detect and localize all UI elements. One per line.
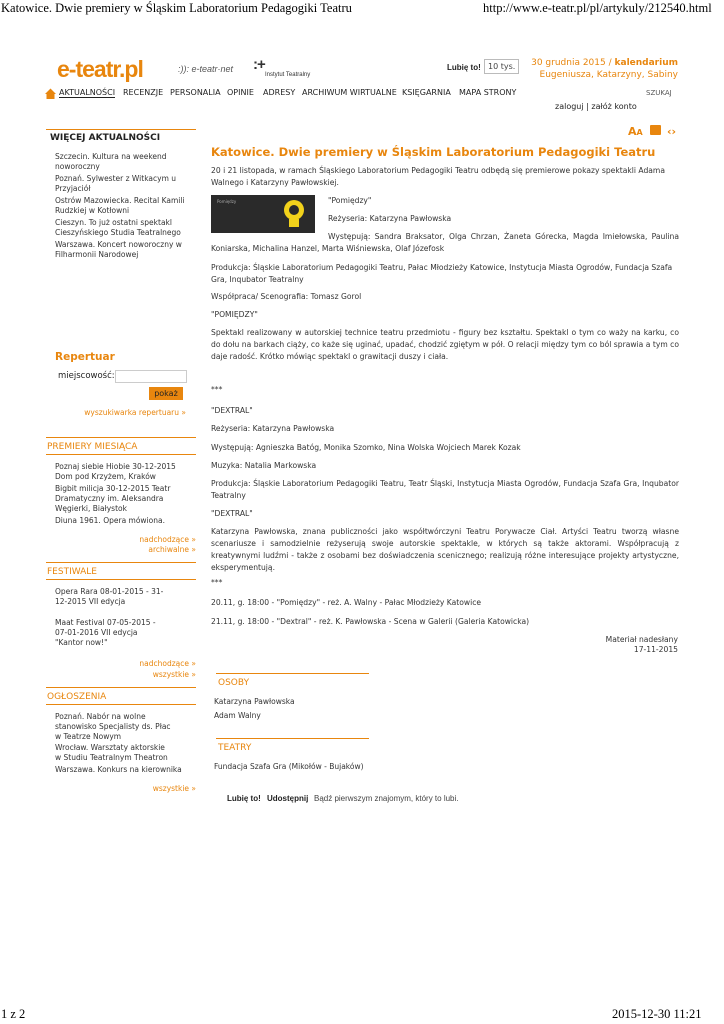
sidebar-top-rule <box>46 129 196 130</box>
facebook-like-button[interactable]: Lubię to! <box>227 794 261 803</box>
section-rule <box>216 673 369 674</box>
section-rule <box>46 687 196 688</box>
upcoming-link[interactable]: nadchodzące » <box>139 535 196 544</box>
all-link[interactable]: wszystkie » <box>152 784 196 793</box>
home-icon[interactable] <box>45 88 56 99</box>
like-count-badge: 10 tys. <box>484 59 519 74</box>
news-item[interactable]: Ostrów Mazowiecka. Recital Kamili Rudzkiej w Kotłowni <box>55 196 185 215</box>
section-rule <box>46 562 196 563</box>
photo-caption: Pomiędzy <box>217 199 237 204</box>
repertoire-search-link[interactable]: wyszukiwarka repertuaru » <box>84 408 186 417</box>
city-label: miejscowość: <box>58 371 115 381</box>
nav-mapa-strony[interactable]: MAPA STRONY <box>459 88 517 97</box>
announcement-item[interactable]: Warszawa. Konkurs na kierownika <box>55 765 182 774</box>
name-days: Eugeniusza, Katarzyny, Sabiny <box>539 70 678 80</box>
separator-stars: *** <box>211 385 223 394</box>
article-intro: 20 i 21 listopada, w ramach Śląskiego Laboratorium Pedagogiki Teatru odbędą się premierowe pokazy spektakli Adama Walnego i Katarzyny Pawłowskiej. <box>211 166 665 187</box>
news-item[interactable]: Cieszyn. To już ostatni spektakl Cieszyńskiego Studia Teatralnego <box>55 218 181 237</box>
section-rule <box>216 738 369 739</box>
play-cast: Występują: Sandra Braksator, Olga Chrzan, Żaneta Górecka, Magda Imiełowska, Paulina Koniarska, Michalina Hanzel, Marta Wiśniewska, Olaf Józefosk <box>211 232 679 253</box>
person-link[interactable]: Adam Walny <box>214 711 261 720</box>
play-music: Muzyka: Natalia Markowska <box>211 461 317 470</box>
play-title-caps: "DEXTRAL" <box>211 509 253 518</box>
festival-item[interactable]: Maat Festival 07-05-2015 - 07-01-2016 VII edycja "Kantor now!" <box>55 618 156 647</box>
print-header-title: Katowice. Dwie premiery w Śląskim Laboratorium Pedagogiki Teatru <box>1 1 352 15</box>
festival-item[interactable]: Opera Rara 08-01-2015 - 31-12-2015 VII edycja <box>55 587 164 606</box>
play-collaboration: Współpraca/ Scenografia: Tomasz Gorol <box>211 292 362 301</box>
play-cast: Występują: Agnieszka Batóg, Monika Szomko, Nina Wolska Wojciech Marek Kozak <box>211 443 521 452</box>
print-icon[interactable] <box>650 125 661 135</box>
schedule-line: 20.11, g. 18:00 - "Pomiędzy" - reż. A. Walny - Pałac Młodzieży Katowice <box>211 598 482 607</box>
city-input[interactable] <box>115 370 187 383</box>
separator-stars: *** <box>211 578 223 587</box>
play-description: Spektakl realizowany w autorskiej technice teatru przedmiotu - figury bez kształtu. Spektakl o tym co waży na karku, co do dołu na barkach ciąży, co każe się uginać, upadać, chodzić zgiętym w pół. O relacji między tym co ból sprawia a tym co daje radość. Krótko mówiąc spektakl o grawitacji duszy i ciała. <box>211 328 679 361</box>
premiere-item[interactable]: Poznaj siebie Hiobie 30-12-2015 Dom pod Krzyżem, Kraków <box>55 462 176 481</box>
facebook-like-button[interactable]: Lubię to! <box>447 63 481 72</box>
theatre-link[interactable]: Fundacja Szafa Gra (Mikołów - Bujaków) <box>214 762 364 771</box>
teatry-heading: TEATRY <box>218 743 252 753</box>
calendar-link[interactable]: kalendarium <box>614 58 678 68</box>
announcement-item[interactable]: Poznań. Nabór na wolne stanowisko Specjalisty ds. Płac w Teatrze Nowym <box>55 712 171 741</box>
e-teatr-net-logo[interactable]: :)): e-teatr·net <box>178 64 234 74</box>
play-title: "DEXTRAL" <box>211 406 253 415</box>
play-director: Reżyseria: Katarzyna Pawłowska <box>211 424 335 433</box>
nav-personalia[interactable]: PERSONALIA <box>170 88 221 97</box>
facebook-share-button[interactable]: Udostępnij <box>267 794 309 803</box>
nav-aktualnosci[interactable]: AKTUALNOŚCI <box>59 88 116 97</box>
instytut-label: Instytut Teatralny <box>265 72 311 78</box>
play-production: Produkcja: Śląskie Laboratorium Pedagogiki Teatru, Pałac Młodzieży Katowice, Instytucja Miasta Ogrodów, Fundacja Szafa Gra, Inqubator Teatralny <box>211 263 673 284</box>
all-link[interactable]: wszystkie » <box>152 670 196 679</box>
nav-ksiegarnia[interactable]: KSIĘGARNIA <box>402 88 451 97</box>
upcoming-link[interactable]: nadchodzące » <box>139 659 196 668</box>
more-news-heading: WIĘCEJ AKTUALNOŚCI <box>50 133 161 143</box>
person-link[interactable]: Katarzyna Pawłowska <box>214 697 295 706</box>
print-footer-page: 1 z 2 <box>1 1007 26 1021</box>
site-logo[interactable]: e-teatr.pl <box>57 56 143 82</box>
news-item[interactable]: Poznań. Sylwester z Witkacym u Przyjaciół <box>55 174 177 193</box>
instytut-teatralny-logo[interactable]: :+ Instytut Teatralny <box>253 56 311 78</box>
section-rule <box>46 704 196 705</box>
font-size-icon[interactable]: AA <box>628 125 643 138</box>
print-header-url: http://www.e-teatr.pl/pl/artykuly/212540.html <box>483 1 712 15</box>
premiere-item[interactable]: Diuna 1961. Opera mówiona. <box>55 516 165 525</box>
play-title: "Pomiędzy" <box>328 196 372 205</box>
source-note: Materiał nadesłany <box>605 635 678 644</box>
nav-opinie[interactable]: OPINIE <box>227 88 254 97</box>
play-description: Katarzyna Pawłowska, znana publiczności jako współtwórczyni Teatru Porywacze Ciał. Artyści Teatru tworzą własne scenariusze i samodzielnie reżyserują swoje autorskie spektakle, w których są także aktorami. Współpracują z kreatywnymi ludźmi - także z osobami bez doświadczenia scenicznego; realizują różne interesujące projekty artystyczne, eksperymentują. <box>211 527 679 572</box>
date-calendar: 30 grudnia 2015 / kalendarium Eugeniusza, Katarzyny, Sabiny <box>531 58 678 80</box>
play-production: Produkcja: Śląskie Laboratorium Pedagogiki Teatru, Teatr Śląski, Instytucja Miasta Ogrodów, Fundacja Szafa Gra, Inqubator Teatralny <box>211 479 679 500</box>
facebook-social-text: Bądź pierwszym znajomym, który to lubi. <box>314 794 459 803</box>
play-title-caps: "POMIĘDZY" <box>211 310 258 319</box>
article-title: Katowice. Dwie premiery w Śląskim Laboratorium Pedagogiki Teatru <box>211 145 656 159</box>
osoby-heading: OSOBY <box>218 678 250 688</box>
show-button[interactable]: pokaż <box>149 387 183 400</box>
news-item[interactable]: Szczecin. Kultura na weekend noworoczny <box>55 152 167 171</box>
section-rule <box>46 454 196 455</box>
ogloszenia-heading: OGŁOSZENIA <box>47 692 107 702</box>
current-date: 30 grudnia 2015 <box>531 58 606 68</box>
nav-archiwum[interactable]: ARCHIWUM WIRTUALNE <box>302 88 397 97</box>
archive-link[interactable]: archiwalne » <box>148 545 196 554</box>
play-director: Reżyseria: Katarzyna Pawłowska <box>328 214 452 223</box>
festiwale-heading: FESTIWALE <box>47 567 97 577</box>
news-item[interactable]: Warszawa. Koncert noworoczny w Filharmonii Narodowej <box>55 240 182 259</box>
schedule-line: 21.11, g. 18:00 - "Dextral" - reż. K. Pawłowska - Scena w Galerii (Galeria Katowicka) <box>211 617 530 626</box>
print-footer-date: 2015-12-30 11:21 <box>612 1007 702 1021</box>
article-photo[interactable] <box>211 195 315 233</box>
announcement-item[interactable]: Wrocław. Warsztaty aktorskie w Studiu Teatralnym Theatron <box>55 743 168 762</box>
premiere-item[interactable]: Bigbit milicja 30-12-2015 Teatr Dramatyczny im. Aleksandra Węgierki, Białystok <box>55 484 171 513</box>
source-date: 17-11-2015 <box>633 645 678 654</box>
repertuar-heading: Repertuar <box>55 351 115 363</box>
search-link[interactable]: SZUKAJ <box>646 89 672 97</box>
nav-adresy[interactable]: ADRESY <box>263 88 296 97</box>
section-rule <box>46 579 196 580</box>
nav-recenzje[interactable]: RECENZJE <box>123 88 164 97</box>
lightbulb-icon <box>279 197 309 231</box>
premiery-heading: PREMIERY MIESIĄCA <box>47 442 138 452</box>
login-register-link[interactable]: zaloguj | załóż konto <box>555 102 637 111</box>
share-icon[interactable]: ‹› <box>667 125 677 138</box>
section-rule <box>46 437 196 438</box>
